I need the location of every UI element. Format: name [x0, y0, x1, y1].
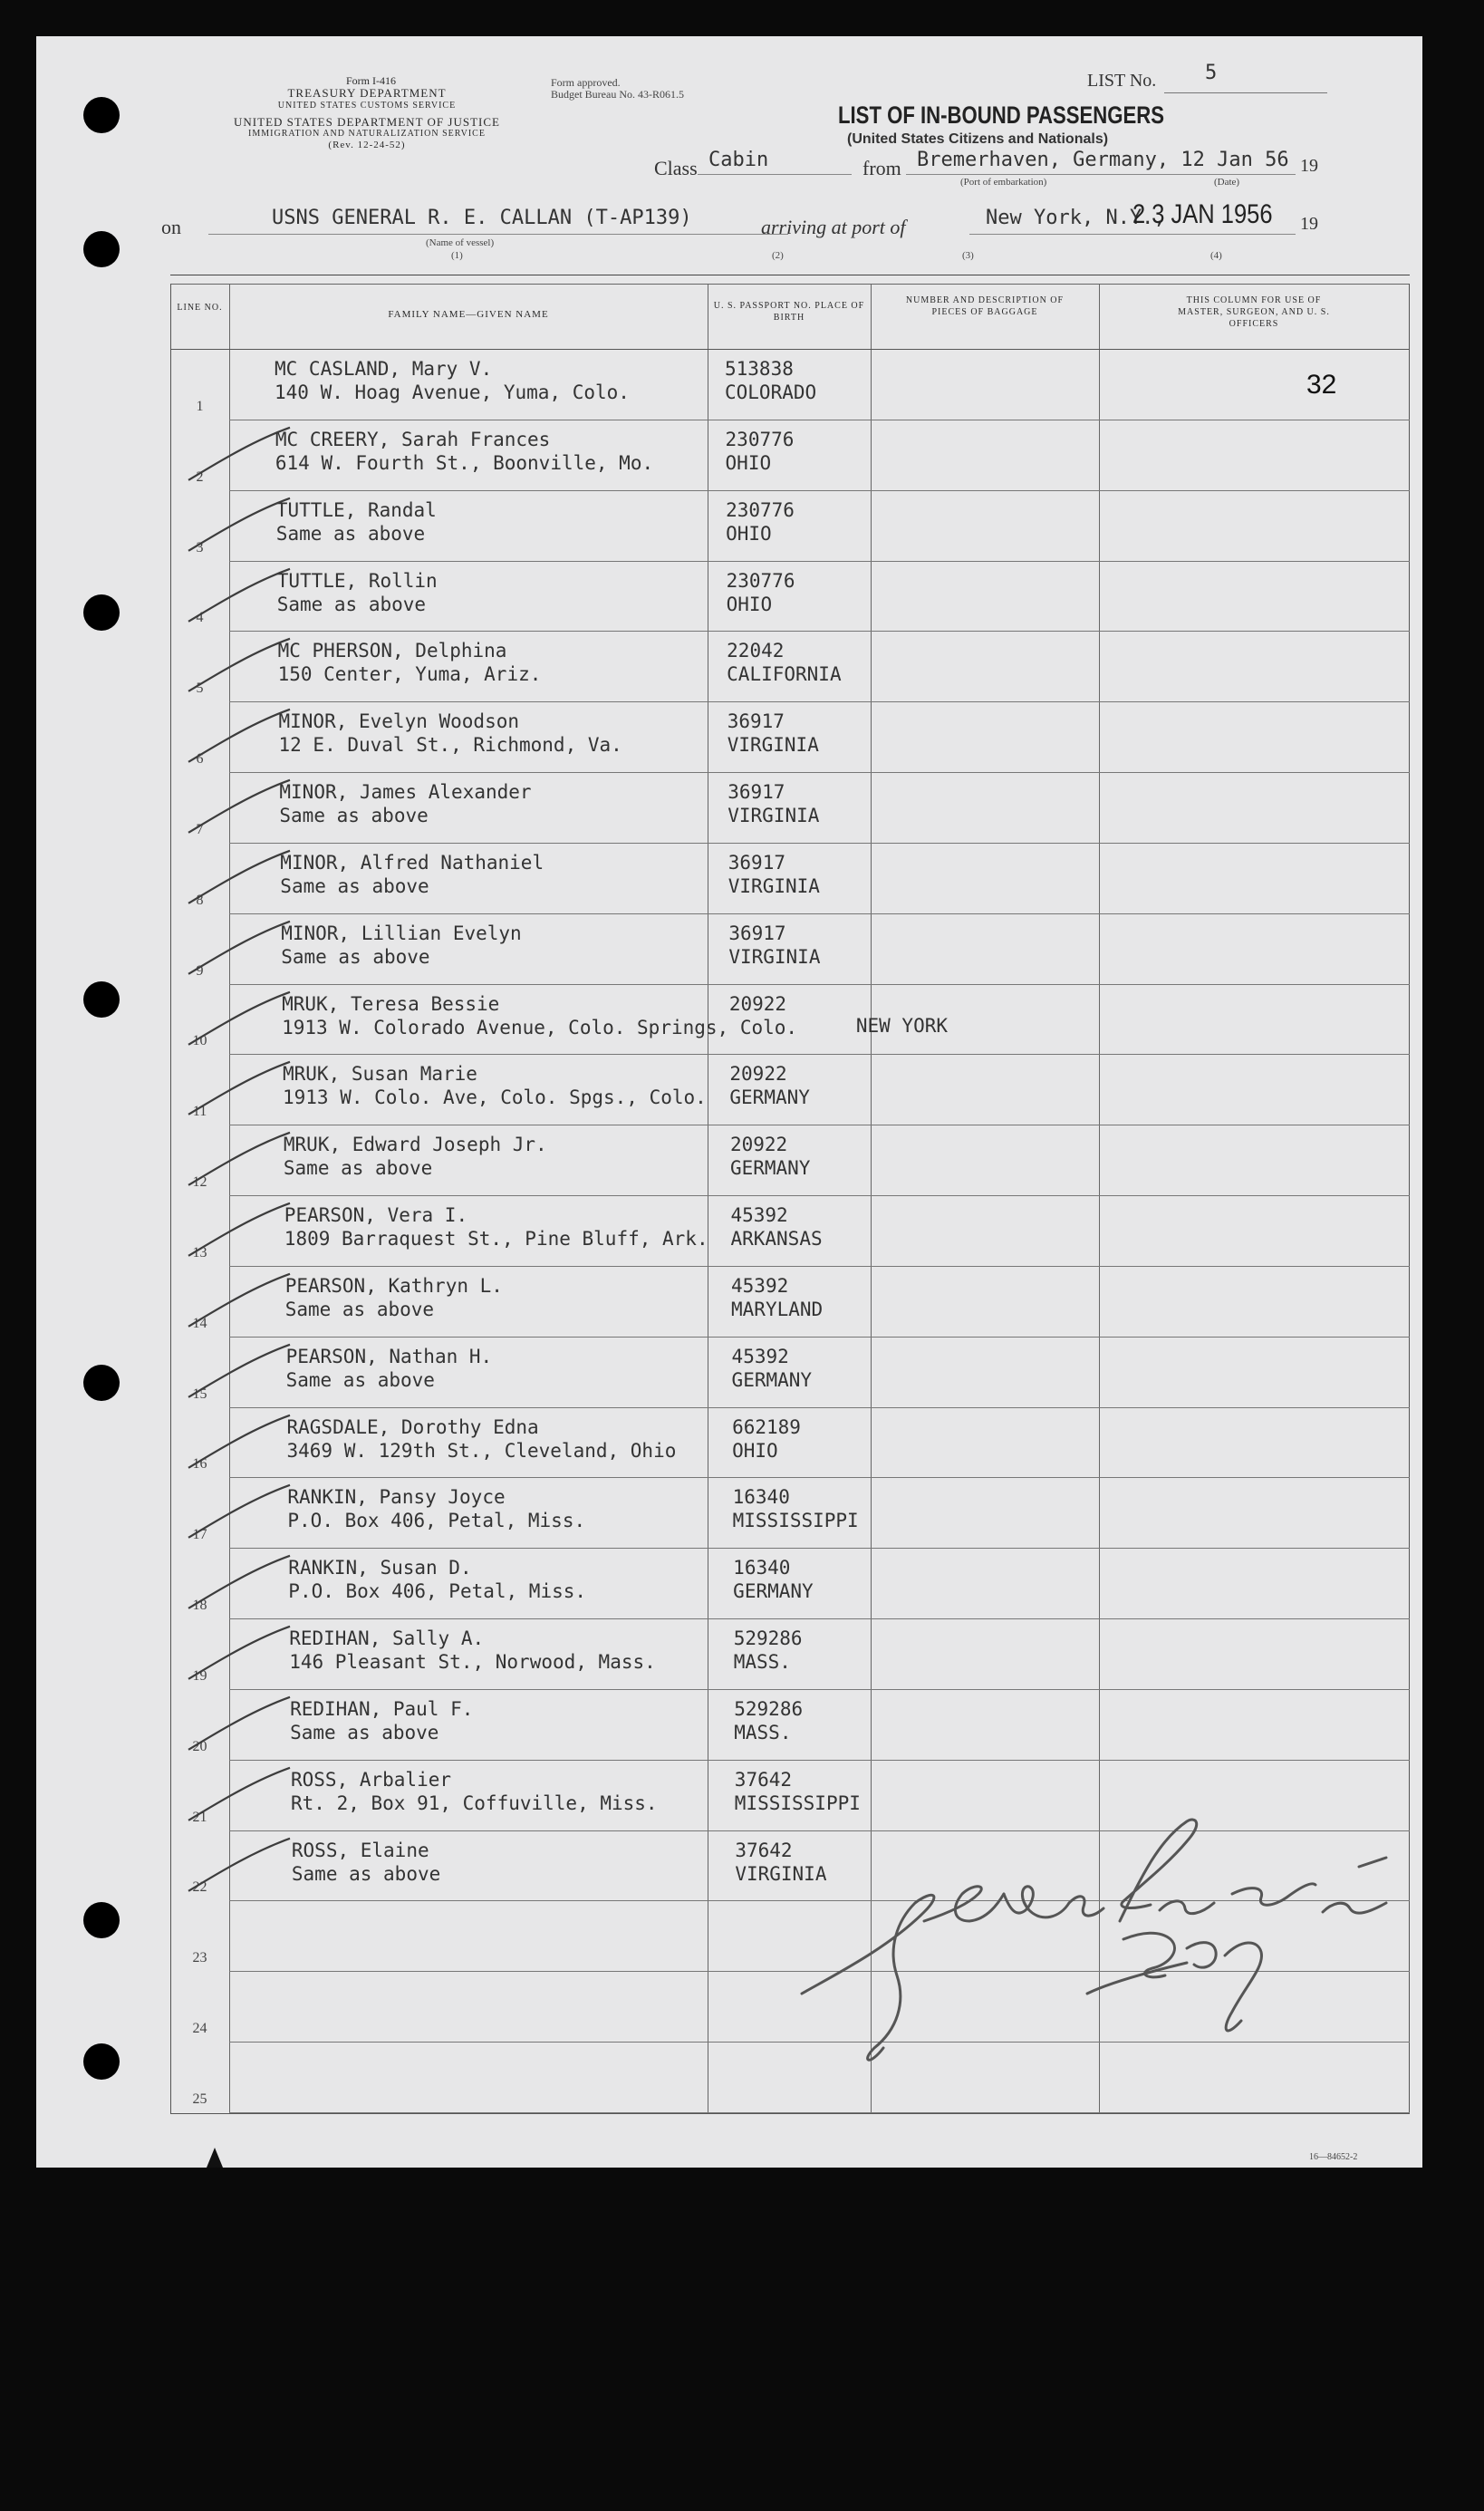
vessel-caption: (Name of vessel) [426, 237, 495, 248]
check-stroke [188, 851, 290, 903]
check-mark-icon [179, 1125, 297, 1196]
passenger-name: ROSS, Elaine [291, 1839, 429, 1861]
dept-justice: UNITED STATES DEPARTMENT OF JUSTICE [234, 115, 500, 129]
passenger-address: 614 W. Fourth St., Boonville, Mo. [275, 451, 654, 474]
check-mark-icon [179, 1055, 297, 1125]
passenger-name-address [275, 357, 630, 404]
passport-birthplace [731, 1274, 823, 1321]
passenger-name: MC CREERY, Sarah Frances [275, 428, 551, 450]
line-number: 1 [196, 398, 204, 414]
line-number: 5 [196, 681, 204, 697]
passport-birthplace [729, 992, 948, 1038]
passenger-name-address [280, 851, 544, 898]
place-of-birth: VIRGINIA [735, 1862, 827, 1885]
passport-birthplace [726, 428, 795, 475]
line-number: 7 [196, 821, 204, 837]
table-row [170, 420, 1410, 491]
place-of-birth: MISSISSIPPI [732, 1510, 859, 1532]
passport-number: 20922 [729, 1134, 788, 1156]
vessel-rule [208, 234, 788, 235]
table-row [170, 1408, 1410, 1479]
passport-number: 529286 [734, 1697, 804, 1720]
passenger-name-address [284, 1203, 708, 1251]
passport-birthplace [733, 1485, 859, 1532]
passenger-name: RANKIN, Susan D. [288, 1557, 472, 1579]
passport-birthplace [734, 1627, 803, 1674]
table-top-rule-2 [170, 284, 1410, 285]
passenger-address: 1809 Barraquest St., Pine Bluff, Ark. [284, 1228, 708, 1251]
passenger-name-address [286, 1345, 493, 1392]
header-name: FAMILY NAME—GIVEN NAME [388, 309, 549, 320]
passenger-name: MINOR, Lillian Evelyn [281, 922, 522, 944]
check-mark-icon [179, 1196, 297, 1267]
passenger-address: Same as above [281, 945, 430, 968]
passenger-address: Same as above [284, 1298, 435, 1320]
check-mark-icon [179, 702, 297, 773]
place-of-birth: VIRGINIA [727, 734, 819, 757]
line-number: 21 [192, 1809, 207, 1825]
line-number: 14 [192, 1315, 207, 1331]
list-no-value: 5 [1205, 62, 1218, 84]
place-of-birth: VIRGINIA [728, 945, 821, 968]
place-of-birth: MASS. [734, 1721, 792, 1743]
passenger-name: PEARSON, Vera I. [284, 1204, 468, 1227]
binder-hole [83, 594, 120, 631]
form-number: Form I-416 [346, 74, 396, 87]
table-row [170, 1267, 1410, 1338]
line-number: 15 [192, 1386, 207, 1402]
line-number: 25 [192, 2091, 207, 2107]
passenger-address: Same as above [291, 1862, 441, 1885]
line-number: 20 [192, 1738, 207, 1754]
passport-number: 20922 [728, 992, 787, 1015]
passport-number: 37642 [734, 1768, 793, 1791]
table-bottom-rule [170, 2113, 1410, 2114]
check-stroke [188, 498, 290, 551]
document-subtitle: (United States Citizens and Nationals) [847, 131, 1109, 147]
passport-birthplace [734, 1697, 803, 1744]
binder-hole [83, 2043, 120, 2080]
passport-number: 36917 [727, 710, 785, 733]
passport-birthplace [732, 1345, 813, 1392]
budget-bureau: Budget Bureau No. 43-R061.5 [551, 88, 684, 101]
passport-number: 36917 [728, 922, 786, 944]
passenger-name: MC CASLAND, Mary V. [275, 358, 493, 380]
check-stroke [188, 428, 290, 480]
check-mark-icon [179, 1690, 297, 1761]
line-number: 9 [196, 962, 204, 979]
check-stroke [188, 1415, 290, 1467]
passport-number: 20922 [729, 1063, 787, 1086]
passenger-name-address [287, 1415, 677, 1463]
place-of-birth: COLORADO [725, 381, 817, 403]
passport-birthplace [730, 1203, 822, 1251]
table-row [170, 773, 1410, 844]
passport-birthplace [728, 851, 820, 898]
passport-number: 37642 [735, 1839, 793, 1861]
table-row [170, 702, 1410, 773]
passenger-name: REDIHAN, Paul F. [290, 1697, 474, 1720]
dept-treasury: TREASURY DEPARTMENT [287, 86, 447, 100]
table-row [170, 491, 1410, 562]
check-mark-icon [179, 1761, 297, 1831]
passport-birthplace [730, 1133, 811, 1180]
handwritten-count: 32 [1306, 370, 1337, 400]
place-of-birth: GERMANY [733, 1580, 814, 1603]
passenger-name-address [276, 498, 437, 546]
check-mark-icon [179, 773, 297, 844]
passenger-name-address [283, 1062, 707, 1109]
form-revision: (Rev. 12-24-52) [328, 140, 406, 150]
place-of-birth: MASS. [733, 1651, 791, 1674]
line-number: 17 [192, 1527, 207, 1543]
form-approved: Form approved. [551, 76, 621, 89]
place-of-birth: CALIFORNIA [727, 663, 842, 686]
passenger-name-address [287, 1485, 585, 1532]
place-of-birth: GERMANY [729, 1086, 810, 1109]
date-caption: (Date) [1214, 177, 1240, 188]
passport-birthplace [725, 357, 816, 404]
passport-number: 22042 [727, 640, 785, 662]
passenger-name: REDIHAN, Sally A. [289, 1627, 485, 1650]
passenger-name-address [281, 922, 522, 969]
passport-number: 230776 [726, 569, 795, 592]
passenger-address: 12 E. Duval St., Richmond, Va. [278, 734, 622, 757]
passenger-name: MRUK, Edward Joseph Jr. [283, 1134, 547, 1156]
passenger-name: MINOR, James Alexander [279, 781, 532, 804]
check-stroke [188, 1133, 290, 1185]
check-stroke [188, 1768, 290, 1820]
table-row [170, 1338, 1410, 1408]
col-number-2: (2) [772, 250, 784, 261]
line-number: 8 [196, 892, 204, 908]
passenger-name-address [282, 992, 797, 1039]
passport-birthplace [727, 569, 795, 616]
officer-signature [761, 1803, 1450, 2093]
passenger-name-address [277, 569, 438, 616]
header-passport: U. S. PASSPORT NO. PLACE OF BIRTH [713, 301, 865, 323]
line-number: 3 [196, 539, 204, 555]
header-baggage: NUMBER AND DESCRIPTION OF PIECES OF BAGGAGE [905, 295, 1065, 317]
passenger-name: MRUK, Teresa Bessie [282, 992, 500, 1015]
check-mark-icon [179, 914, 297, 985]
from-rule [906, 174, 1296, 175]
table-row [170, 350, 1410, 420]
passenger-name-address [285, 1274, 503, 1321]
check-stroke [188, 1697, 290, 1750]
table-row [170, 985, 1410, 1056]
place-of-birth: VIRGINIA [728, 805, 820, 827]
table-row [170, 844, 1410, 914]
passenger-address: 146 Pleasant St., Norwood, Mass. [289, 1651, 656, 1674]
class-rule [698, 174, 852, 175]
passport-birthplace [726, 498, 795, 546]
place-of-birth: OHIO [732, 1439, 778, 1462]
binder-hole [83, 981, 120, 1018]
passenger-name: ROSS, Arbalier [291, 1768, 452, 1791]
header-line-no: LINE NO. [177, 303, 223, 313]
passport-number: 230776 [726, 498, 795, 521]
table-row [170, 632, 1410, 702]
class-value: Cabin [708, 149, 769, 171]
check-mark-icon [179, 420, 297, 491]
check-stroke [188, 1838, 290, 1890]
passport-number: 513838 [725, 358, 794, 380]
check-stroke [188, 1274, 290, 1327]
check-stroke [188, 1345, 290, 1397]
passport-birthplace [728, 780, 819, 827]
table-row [170, 914, 1410, 985]
vessel-name: USNS GENERAL R. E. CALLAN (T-AP139) [272, 207, 692, 229]
passenger-address: 140 W. Hoag Avenue, Yuma, Colo. [275, 381, 630, 403]
check-stroke [188, 780, 290, 833]
passenger-name: MINOR, Alfred Nathaniel [280, 851, 544, 874]
passport-number: 16340 [732, 1486, 790, 1509]
passport-number: 45392 [731, 1274, 789, 1297]
line-number: 12 [192, 1174, 207, 1191]
dept-customs: UNITED STATES CUSTOMS SERVICE [277, 101, 457, 111]
passenger-name: TUTTLE, Randal [275, 498, 437, 521]
check-mark-icon [179, 1408, 297, 1479]
place-of-birth: MISSISSIPPI [734, 1792, 861, 1814]
year-suffix-1: 19 [1300, 156, 1318, 176]
arrival-port: New York, N.Y., [986, 207, 1166, 229]
passenger-address: Same as above [279, 805, 429, 827]
passenger-address: 1913 W. Colo. Ave, Colo. Spgs., Colo. [283, 1086, 707, 1109]
passenger-address: Same as above [276, 593, 427, 615]
passenger-name-address [284, 1133, 547, 1180]
passenger-name-address [278, 639, 542, 686]
passenger-name-address [289, 1627, 656, 1674]
passenger-address: Rt. 2, Box 91, Coffuville, Miss. [291, 1792, 658, 1814]
place-of-birth: ARKANSAS [730, 1228, 823, 1251]
list-no-rule [1164, 92, 1327, 93]
binder-hole [83, 231, 120, 267]
passenger-name-address [275, 428, 653, 475]
place-of-birth: OHIO [725, 451, 772, 474]
passport-number: 45392 [731, 1345, 789, 1367]
passenger-address: Same as above [280, 874, 429, 897]
table-row [170, 1619, 1410, 1690]
embarkation-caption: (Port of embarkation) [960, 177, 1047, 188]
passport-number: 45392 [730, 1204, 788, 1227]
passenger-name: RAGSDALE, Dorothy Edna [286, 1415, 539, 1438]
arriving-label: arriving at port of [761, 216, 906, 238]
check-stroke [188, 922, 290, 974]
line-number: 10 [192, 1033, 207, 1049]
check-stroke [188, 1556, 290, 1608]
passenger-name-address [292, 1839, 440, 1886]
table-row [170, 562, 1410, 633]
check-mark-icon [179, 1549, 297, 1619]
check-stroke [188, 1485, 290, 1538]
check-stroke [188, 1203, 290, 1256]
passenger-name-address [290, 1697, 473, 1744]
passenger-address: Same as above [283, 1157, 433, 1180]
passport-birthplace [733, 1556, 814, 1603]
manifest-sheet [36, 36, 1422, 2168]
arrival-rule [969, 234, 1296, 235]
passenger-address: 3469 W. 129th St., Cleveland, Ohio [286, 1439, 677, 1462]
check-mark-icon [179, 1338, 297, 1408]
check-stroke [188, 568, 290, 621]
arrival-date-stamp: 2 3 JAN 1956 [1132, 199, 1273, 229]
col-number-1: (1) [451, 250, 463, 261]
passport-number: 230776 [725, 428, 795, 450]
table-row [170, 1549, 1410, 1619]
binder-hole [83, 1365, 120, 1401]
binder-hole [83, 1902, 120, 1938]
passenger-address: 150 Center, Yuma, Ariz. [277, 663, 542, 686]
line-number: 11 [192, 1104, 207, 1120]
check-stroke [188, 991, 290, 1044]
line-number: 4 [196, 610, 204, 626]
passenger-address: P.O. Box 406, Petal, Miss. [287, 1510, 586, 1532]
passport-number: 36917 [728, 851, 785, 874]
check-mark-icon [179, 1478, 297, 1549]
check-stroke [188, 1062, 290, 1115]
year-suffix-2: 19 [1300, 214, 1318, 234]
passport-number: 529286 [733, 1627, 803, 1650]
passenger-name-address [279, 780, 531, 827]
passenger-name: MRUK, Susan Marie [283, 1063, 477, 1086]
check-stroke [188, 1627, 290, 1679]
passenger-address: 1913 W. Colorado Avenue, Colo. Springs, Colo. [282, 1016, 798, 1038]
place-of-birth: GERMANY [731, 1368, 813, 1391]
place-of-birth: OHIO [726, 593, 773, 615]
passenger-name: RANKIN, Pansy Joyce [287, 1486, 506, 1509]
embarkation-value: Bremerhaven, Germany, 12 Jan 56 [917, 149, 1289, 171]
from-label: from [862, 157, 901, 179]
passenger-name: TUTTLE, Rollin [276, 569, 438, 592]
corner-mark-icon [207, 2148, 223, 2168]
line-number: 2 [196, 468, 204, 485]
passenger-name-address [279, 710, 622, 757]
dept-ins: IMMIGRATION AND NATURALIZATION SERVICE [248, 129, 486, 139]
check-mark-icon [179, 1267, 297, 1338]
passenger-name-address [288, 1556, 586, 1603]
binder-hole [83, 97, 120, 133]
passenger-address: P.O. Box 406, Petal, Miss. [288, 1580, 587, 1603]
passport-number: 36917 [728, 781, 785, 804]
place-of-birth: VIRGINIA [728, 874, 820, 897]
passport-birthplace [728, 922, 820, 969]
place-of-birth: MARYLAND [731, 1298, 824, 1320]
place-of-birth: OHIO [726, 522, 772, 545]
line-number: 19 [192, 1667, 207, 1684]
table-row [170, 1125, 1410, 1196]
passport-number: 662189 [732, 1415, 801, 1438]
passport-birthplace [732, 1415, 801, 1463]
passenger-name-address [291, 1768, 658, 1815]
line-number: 22 [192, 1879, 207, 1896]
passport-number: 16340 [733, 1557, 791, 1579]
on-label: on [161, 216, 181, 238]
check-mark-icon [179, 985, 297, 1056]
check-mark-icon [179, 1831, 297, 1902]
line-number: 23 [192, 1950, 207, 1966]
table-row [170, 1196, 1410, 1267]
table-row [170, 1478, 1410, 1549]
col-number-4: (4) [1210, 250, 1222, 261]
row-rule [229, 2112, 1410, 2113]
place-of-birth: GERMANY [729, 1157, 811, 1180]
line-number: 16 [192, 1456, 207, 1473]
check-mark-icon [179, 562, 297, 633]
header-officers: THIS COLUMN FOR USE OF MASTER, SURGEON, AND U. S. OFFICERS [1178, 295, 1330, 329]
check-mark-icon [179, 491, 297, 562]
passenger-address: Same as above [290, 1721, 439, 1743]
class-label: Class [654, 157, 698, 179]
col-number-3: (3) [962, 250, 974, 261]
passenger-name: PEARSON, Kathryn L. [284, 1274, 503, 1297]
footer-code: 16—84652-2 [1309, 2152, 1358, 2162]
document-title: LIST OF IN-BOUND PASSENGERS [838, 101, 1165, 129]
line-number: 13 [192, 1244, 207, 1260]
check-stroke [188, 710, 290, 762]
place-of-birth: NEW YORK [855, 1014, 949, 1037]
line-number: 18 [192, 1598, 207, 1614]
passenger-address: Same as above [285, 1368, 435, 1391]
list-no-label: LIST No. [1087, 71, 1157, 91]
line-number: 6 [196, 751, 204, 768]
passport-birthplace [729, 1062, 810, 1109]
passport-birthplace [728, 710, 819, 757]
passenger-name: MC PHERSON, Delphina [277, 640, 507, 662]
passenger-name: PEARSON, Nathan H. [285, 1345, 493, 1367]
table-row [170, 1055, 1410, 1125]
check-mark-icon [179, 844, 297, 914]
passport-birthplace [727, 639, 841, 686]
line-number: 24 [192, 2021, 207, 2037]
check-stroke [188, 639, 290, 691]
passenger-name: MINOR, Evelyn Woodson [278, 710, 520, 733]
check-mark-icon [179, 632, 297, 702]
table-row [170, 1690, 1410, 1761]
check-mark-icon [179, 1619, 297, 1690]
passenger-address: Same as above [275, 522, 426, 545]
